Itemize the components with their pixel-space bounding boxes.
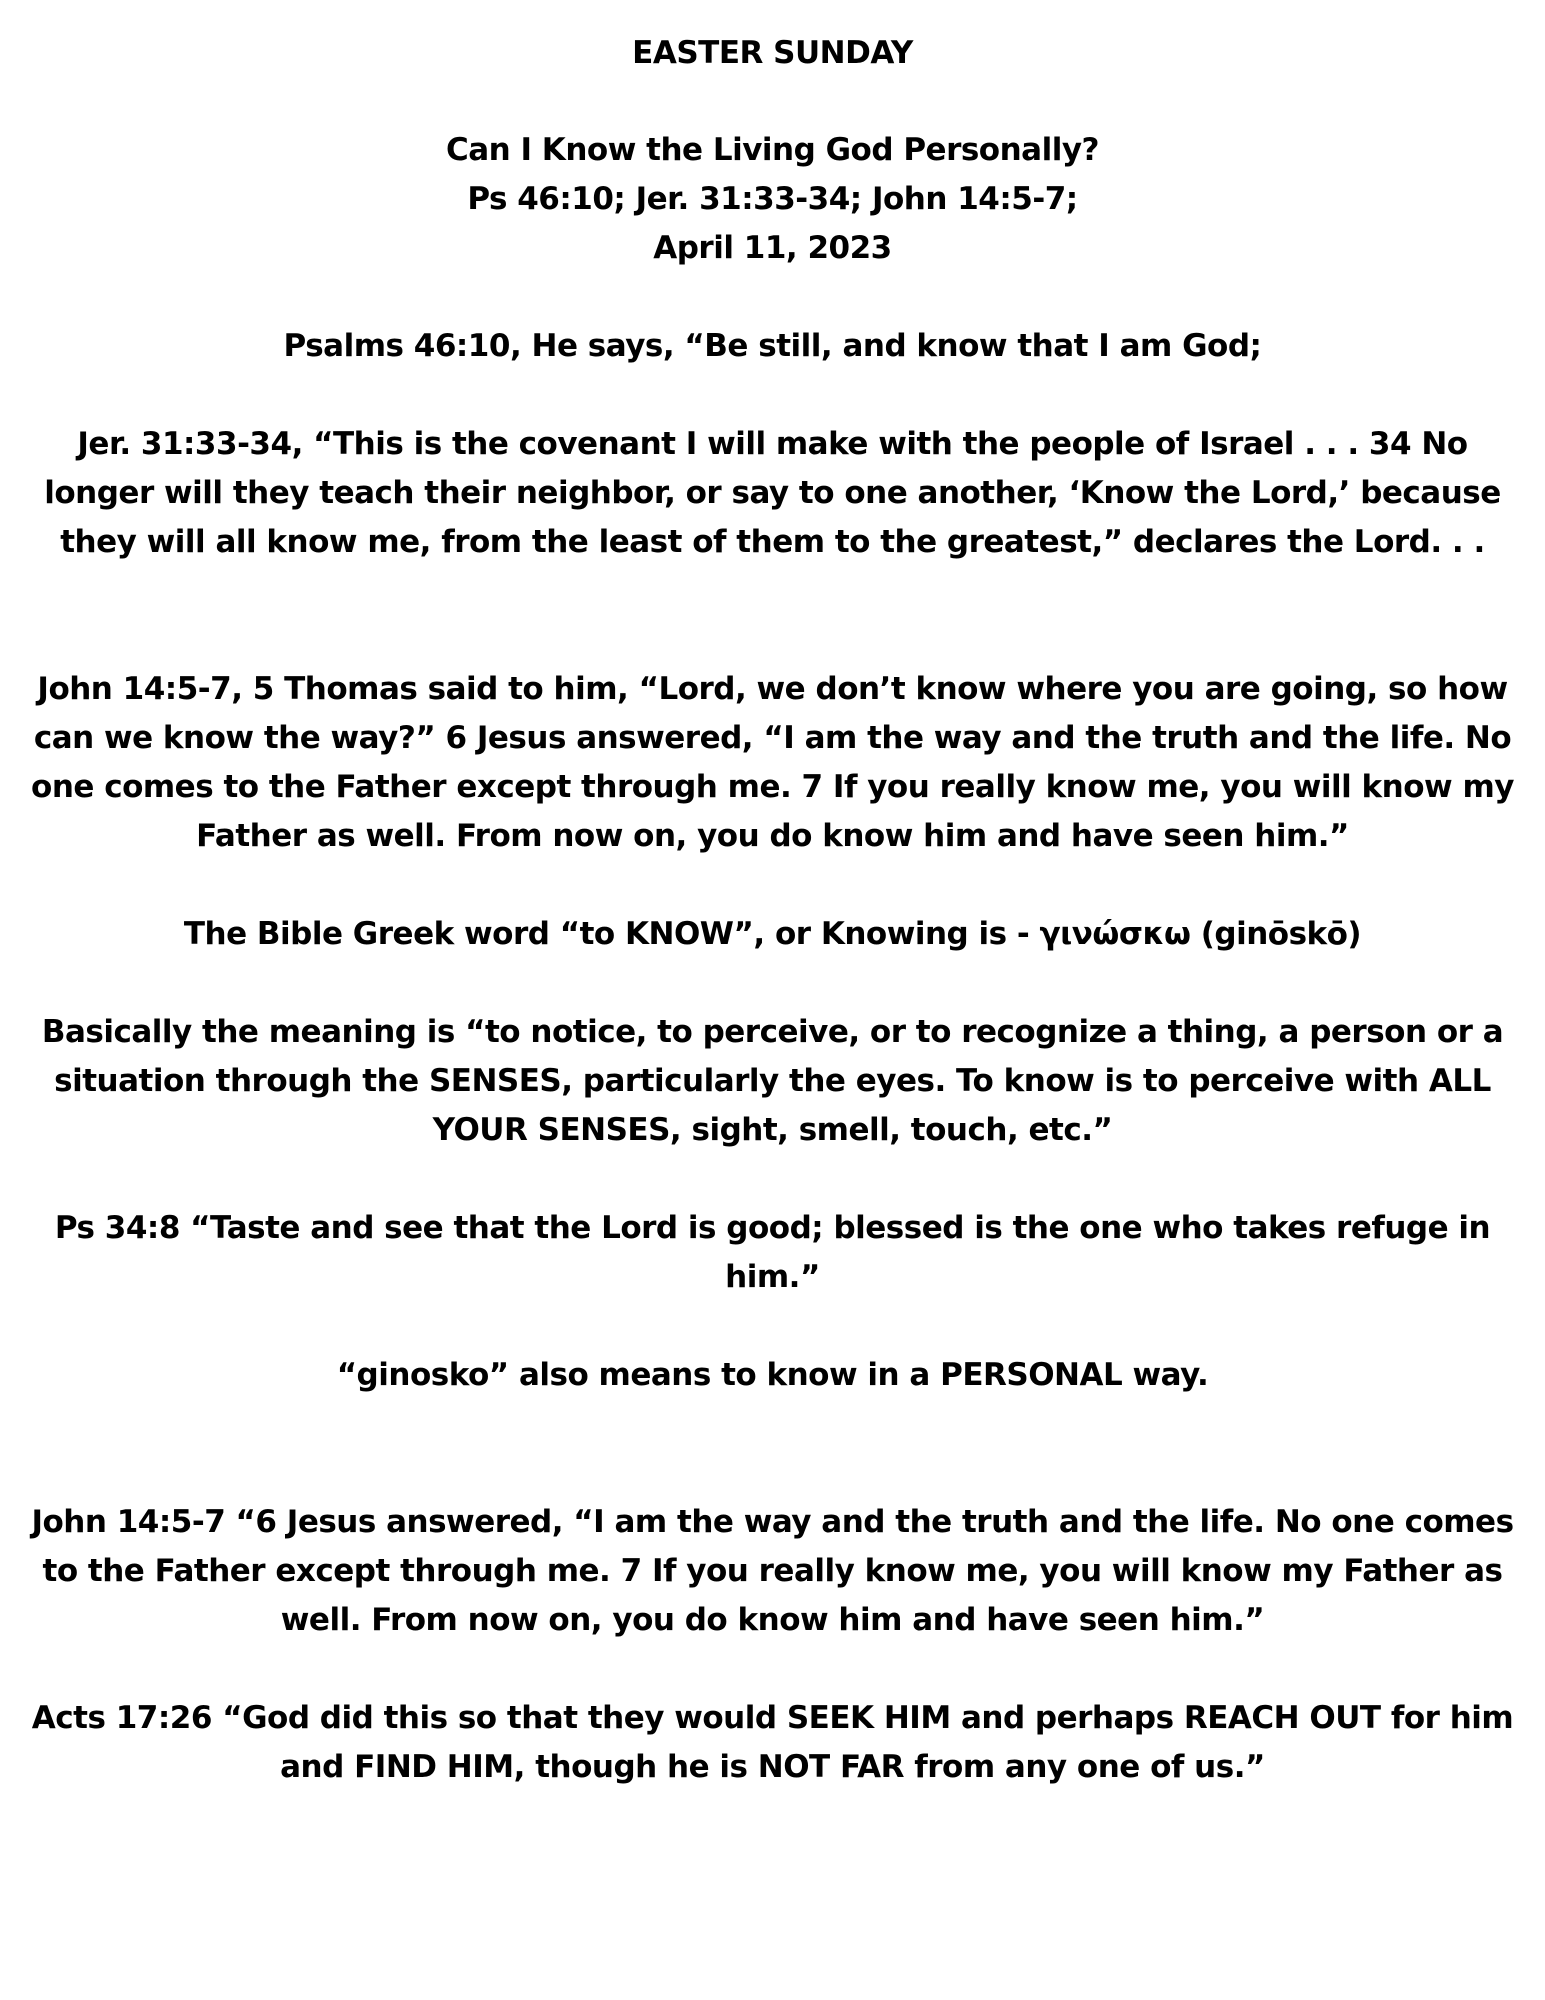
scripture-references: Ps 46:10; Jer. 31:33-34; John 14:5-7; bbox=[467, 181, 1078, 217]
paragraph-john-14-second: John 14:5-7 “6 Jesus answered, “I am the way and the truth and the life. No one comes to the Father except through me. 7 If you really know me, you will know my Father as well. From now on, you do know him and have seen him.” bbox=[31, 1504, 1514, 1638]
paragraph-meaning: Basically the meaning is “to notice, to perceive, or to recognize a thing, a person or a situation through the SENSES, particularly the eyes. To know is to perceive with ALL YOUR SENSES, sight, smell, touch, etc.” bbox=[41, 1014, 1504, 1148]
paragraph-john-14-first: John 14:5-7, 5 Thomas said to him, “Lord, we don’t know where you are going, so how can we know the way?” 6 Jesus answered, “I am the way and the truth and the life. No one comes to the Father except through me. 7 If you really know me, you will know my Father as well. From now on, you do know him and have seen him.” bbox=[31, 671, 1514, 854]
sermon-title: Can I Know the Living God Personally? bbox=[445, 132, 1100, 168]
paragraph-greek-word: The Bible Greek word “to KNOW”, or Knowing is - γινώσκω (ginōskō) bbox=[183, 916, 1362, 952]
paragraph-jeremiah-31: Jer. 31:33-34, “This is the covenant I will make with the people of Israel . . . 34 No longer will they teach their neighbor, or say to one another, ‘Know the Lord,’ because they will all know me, from the least of them to the greatest,” declares the Lord. . . bbox=[44, 426, 1501, 560]
paragraph-acts-17: Acts 17:26 “God did this so that they would SEEK HIM and perhaps REACH OUT for him and FIND HIM, though he is NOT FAR from any one of us.” bbox=[31, 1700, 1514, 1785]
paragraph-psalms-46: Psalms 46:10, He says, “Be still, and know that I am God; bbox=[283, 328, 1262, 364]
sermon-date: April 11, 2023 bbox=[653, 230, 892, 266]
paragraph-psalms-34: Ps 34:8 “Taste and see that the Lord is good; blessed is the one who takes refuge in him.” bbox=[54, 1210, 1491, 1295]
paragraph-ginosko: “ginosko” also means to know in a PERSONAL way. bbox=[336, 1357, 1209, 1393]
document-title: EASTER SUNDAY bbox=[632, 35, 913, 71]
